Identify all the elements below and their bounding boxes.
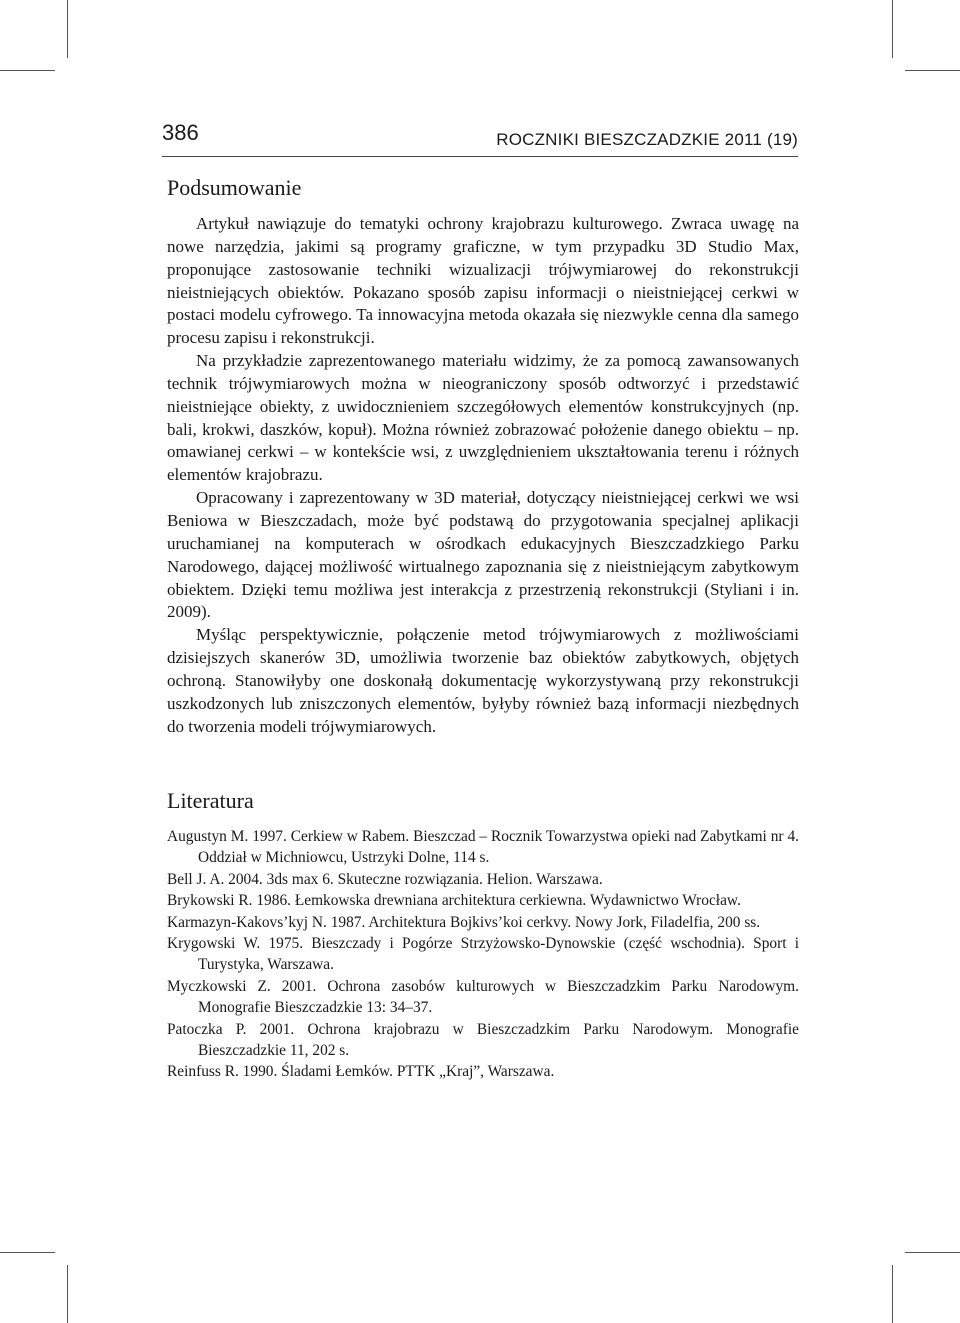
page-number: 386 [162,120,199,145]
crop-mark-top-right-vertical [892,0,893,58]
reference-item: Karmazyn-Kakovs’kyj N. 1987. Architektura Bojkivs’koi cerkvy. Nowy Jork, Filadelfia, 200 ss. [167,913,761,931]
summary-paragraph: Opracowany i zaprezentowany w 3D materiał, dotyczący nieistniejącej cerkwi we wsi Beniowa w Bieszczadach, może być podstawą do przygotowania specjalnej aplikacji uruchamianej na komputerach w ośrodkach edukacyjnych Bieszczadzkiego Parku Narodowego, dającej możliwość wirtualnego zapoznania się z nieistniejącym zabytkowym obiektem. Dzięki temu możliwa jest interakcja z przestrzenią rekonstrukcji (Styliani i in. 2009). [167,488,799,622]
summary-paragraph: Artykuł nawiązuje do tematyki ochrony krajobrazu kulturowego. Zwraca uwagę na nowe narzędzia, jakimi są programy graficzne, w tym przypadku 3D Studio Max, proponujące zastosowanie techniki wizualizacji trójwymiarowej do rekonstrukcji nieistniejących obiektów. Pokazano sposób zapisu informacji o nieistniejącej cerkwi w postaci modelu cyfrowego. Ta innowacyjna metoda okazała się niezwykle cenna dla samego procesu zapisu i rekonstrukcji. [167,214,799,348]
literature-heading: Literatura [167,788,254,813]
reference-item: Reinfuss R. 1990. Śladami Łemków. PTTK „Kraj”, Warszawa. [167,1063,555,1081]
reference-item: Myczkowski Z. 2001. Ochrona zasobów kulturowych w Bieszczadzkim Parku Narodowym. Monografie Bieszczadzkie 13: 34–37. [167,977,799,1017]
summary-paragraph: Myśląc perspektywicznie, połączenie metod trójwymiarowych z możliwościami dzisiejszych skanerów 3D, umożliwia tworzenie baz obiektów zabytkowych, objętych ochroną. Stanowiłyby one doskonałą dokumentację wykorzystywaną przy rekonstrukcji uszkodzonych lub zniszczonych elementów, byłyby również bazą informacji niezbędnych do tworzenia modeli trójwymiarowych. [167,625,799,736]
crop-mark-bottom-left-horizontal [0,1252,55,1253]
crop-mark-bottom-left-vertical [67,1265,68,1323]
crop-mark-bottom-right-vertical [892,1265,893,1323]
reference-item: Krygowski W. 1975. Bieszczady i Pogórze Strzyżowsko-Dynowskie (część wschodnia). Sport i Turystyka, Warszawa. [167,935,799,974]
summary-paragraph: Na przykładzie zaprezentowanego materiału widzimy, że za pomocą zawansowanych technik trójwymiarowych można w nieograniczony sposób odtworzyć i przedstawić nieistniejące obiekty, z uwidocznieniem szczegółowych elementów konstrukcyjnych (np. bali, krokwi, daszków, kopuł). Można również zobrazować położenie danego obiektu – np. omawianej cerkwi – w kontekście wsi, z uwzględnieniem ukształtowania terenu i różnych elementów krajobrazu. [167,351,799,485]
reference-item: Bell J. A. 2004. 3ds max 6. Skuteczne rozwiązania. Helion. Warszawa. [167,870,603,888]
running-title: ROCZNIKI BIESZCZADZKIE 2011 (19) [496,130,798,149]
crop-mark-top-right-horizontal [905,70,960,71]
reference-item: Augustyn M. 1997. Cerkiew w Rabem. Bieszczad – Rocznik Towarzystwa opieki nad Zabytkami nr 4. Oddział w Michniowcu, Ustrzyki Dolne, 114 s. [167,828,799,867]
crop-mark-top-left-vertical [67,0,68,58]
page-header [162,120,798,157]
crop-mark-top-left-horizontal [0,70,55,71]
summary-heading: Podsumowanie [167,175,302,200]
crop-mark-bottom-right-horizontal [905,1252,960,1253]
summary-body [167,213,799,738]
reference-item: Patoczka P. 2001. Ochrona krajobrazu w Bieszczadzkim Parku Narodowym. Monografie Bieszczadzkie 11, 202 s. [167,1020,799,1060]
reference-item: Brykowski R. 1986. Łemkowska drewniana architektura cerkiewna. Wydawnictwo Wrocław. [167,892,741,910]
reference-list [167,826,799,1083]
